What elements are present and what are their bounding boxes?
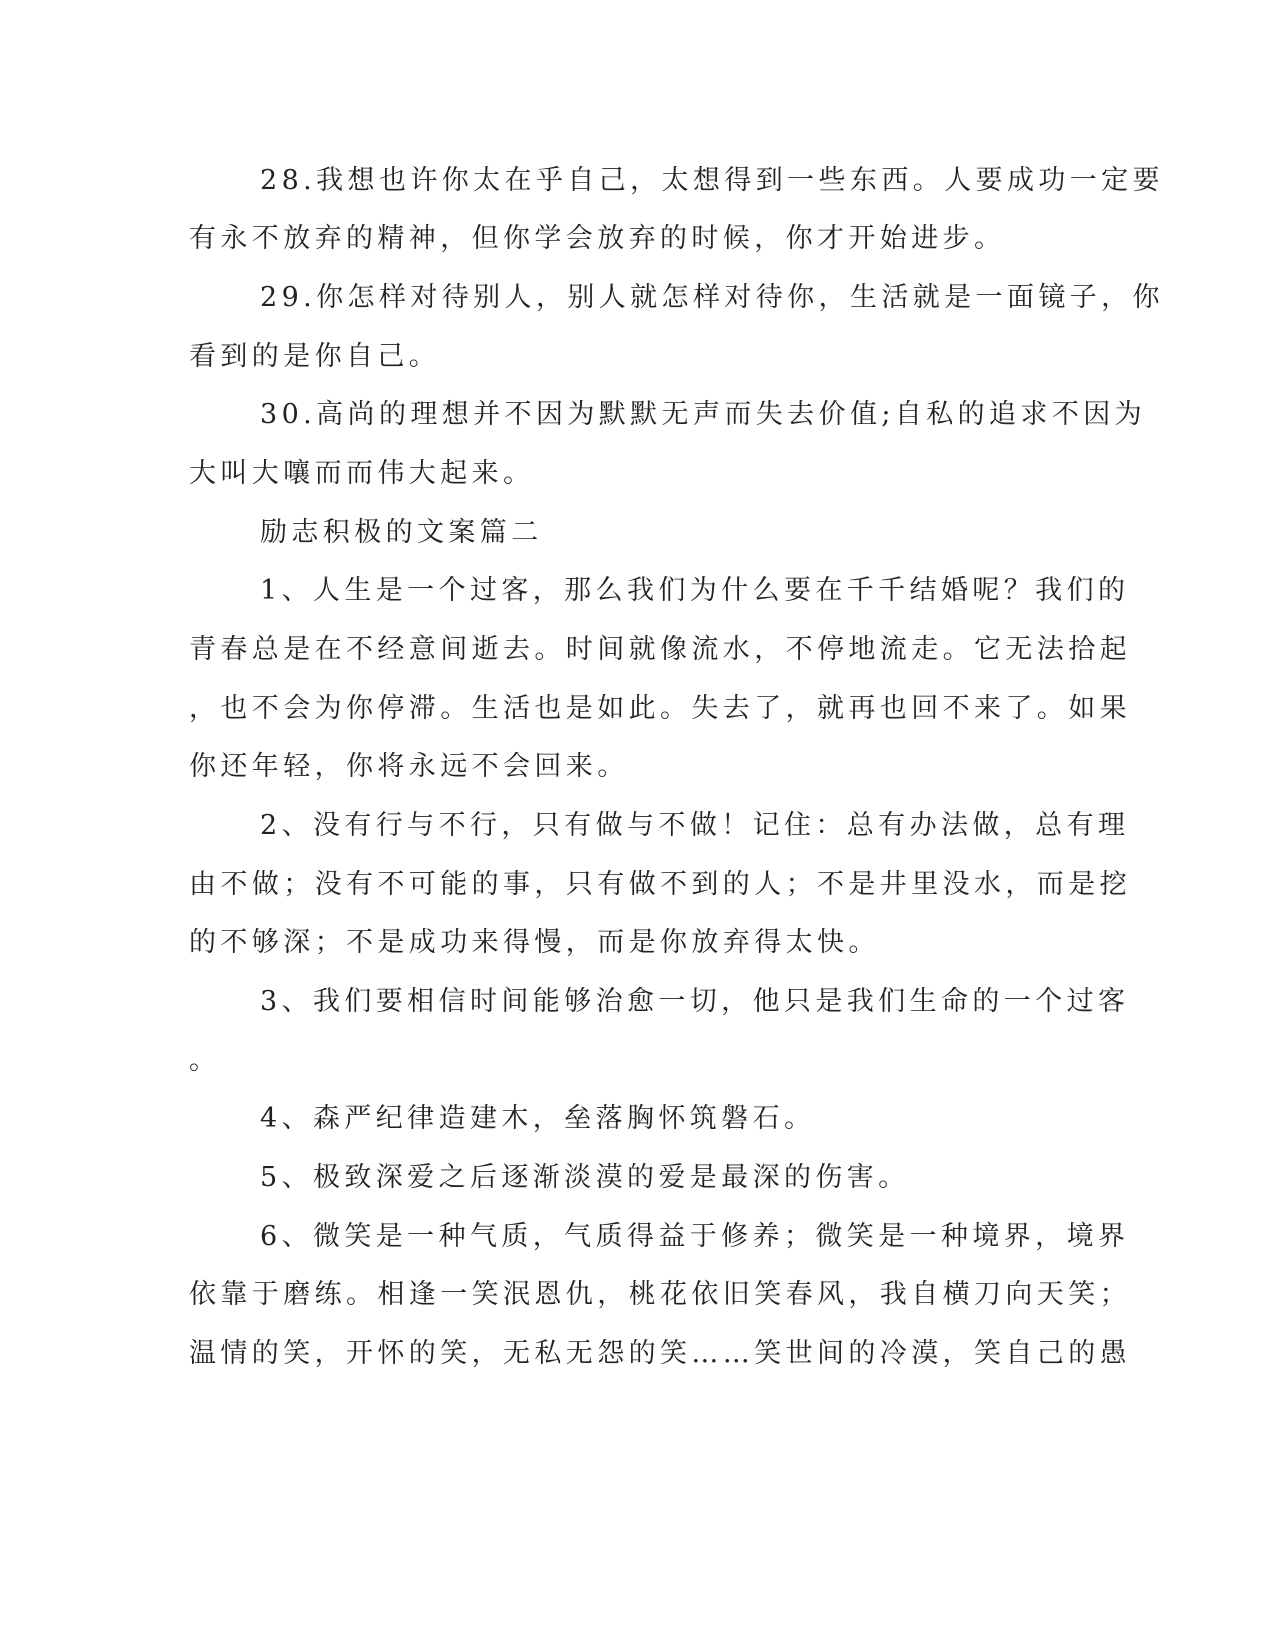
item-4: 4、森严纪律造建木，垒落胸怀筑磐石。 bbox=[260, 1103, 816, 1134]
item-5: 5、极致深爱之后逐渐淡漠的爱是最深的伤害。 bbox=[260, 1162, 910, 1193]
paragraph-30-line-1: 30.高尚的理想并不因为默默无声而失去价值;自私的追求不因为 bbox=[260, 399, 1147, 430]
item-3-line-1: 3、我们要相信时间能够治愈一切，他只是我们生命的一个过客 bbox=[260, 986, 1130, 1017]
item-6-line-3: 温情的笑，开怀的笑，无私无怨的笑……笑世间的冷漠，笑自己的愚 bbox=[189, 1338, 1131, 1369]
item-1-line-4: 你还年轻，你将永远不会回来。 bbox=[189, 751, 629, 782]
item-2-line-3: 的不够深；不是成功来得慢，而是你放弃得太快。 bbox=[189, 927, 880, 958]
item-2-line-1: 2、没有行与不行，只有做与不做！记住：总有办法做，总有理 bbox=[260, 810, 1130, 841]
item-1-line-1: 1、人生是一个过客，那么我们为什么要在千千结婚呢？我们的 bbox=[260, 575, 1130, 606]
paragraph-28-line-2: 有永不放弃的精神，但你学会放弃的时候，你才开始进步。 bbox=[189, 223, 1006, 254]
item-3-line-2: 。 bbox=[189, 1045, 221, 1076]
paragraph-29-line-1: 29.你怎样对待别人，别人就怎样对待你，生活就是一面镜子，你 bbox=[260, 282, 1164, 313]
paragraph-29-line-2: 看到的是你自己。 bbox=[189, 341, 441, 372]
item-1-line-2: 青春总是在不经意间逝去。时间就像流水，不停地流走。它无法拾起 bbox=[189, 634, 1131, 665]
item-6-line-2: 依靠于磨练。相逢一笑泯恩仇，桃花依旧笑春风，我自横刀向天笑； bbox=[189, 1279, 1131, 1310]
item-2-line-2: 由不做；没有不可能的事，只有做不到的人；不是井里没水，而是挖 bbox=[189, 869, 1131, 900]
section-heading: 励志积极的文案篇二 bbox=[260, 517, 543, 548]
paragraph-30-line-2: 大叫大嚷而而伟大起来。 bbox=[189, 458, 535, 489]
item-1-line-3: ，也不会为你停滞。生活也是如此。失去了，就再也回不来了。如果 bbox=[189, 693, 1131, 724]
paragraph-28-line-1: 28.我想也许你太在乎自己，太想得到一些东西。人要成功一定要 bbox=[260, 165, 1164, 196]
item-6-line-1: 6、微笑是一种气质，气质得益于修养；微笑是一种境界，境界 bbox=[260, 1221, 1130, 1252]
